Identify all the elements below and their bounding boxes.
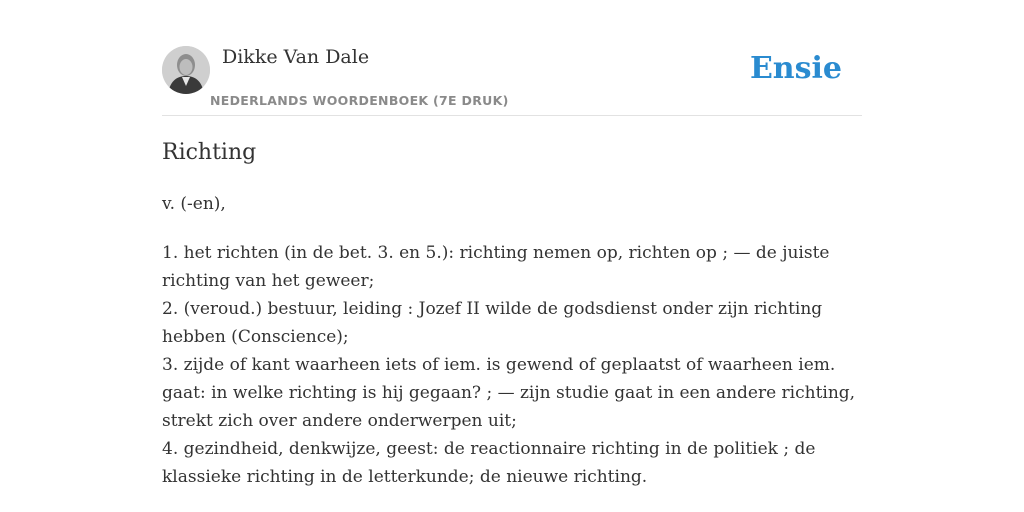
author-name[interactable]: Dikke Van Dale (222, 46, 370, 68)
definition-item: 1. het richten (in de bet. 3. en 5.): richting nemen op, richten op ; — de juiste richting van het geweer; (162, 243, 830, 291)
brand-logo[interactable]: Ensie (749, 51, 842, 86)
definition-item: 2. (veroud.) bestuur, leiding : Jozef II wilde de godsdienst onder zijn richting hebben (Conscience); (162, 299, 823, 347)
author-avatar[interactable] (162, 46, 210, 94)
definition-item: 3. zijde of kant waarheen iets of iem. is gewend of geplaatst of waarheen iem. gaat: in welke richting is hij gegaan? ; — zijn studie gaat in een andere richting, strekt zich over andere onderwerpen uit; (162, 355, 856, 431)
entry-card (162, 0, 862, 487)
grammar-note: v. (-en), (162, 194, 226, 214)
entry-title: Richting (162, 140, 257, 165)
definition-list (162, 239, 862, 491)
definition-item: 4. gezindheid, denkwijze, geest: de reactionnaire richting in de politiek ; de klassieke richting in de letterkunde; de nieuwe richting. (162, 439, 816, 487)
source-label[interactable]: NEDERLANDS WOORDENBOEK (7E DRUK) (210, 93, 509, 108)
entry-header (162, 0, 862, 116)
portrait-icon (162, 46, 210, 94)
